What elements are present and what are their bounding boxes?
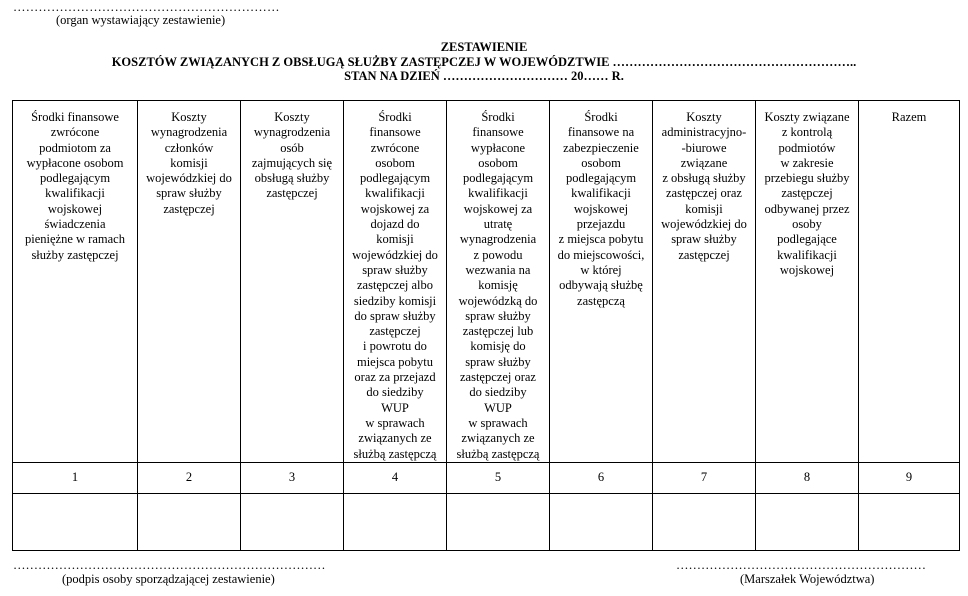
issuer-dots: ……………………………………………………… — [13, 0, 280, 14]
data-cell-5[interactable] — [447, 493, 550, 550]
data-cell-1[interactable] — [13, 493, 138, 550]
title-line-1: ZESTAWIENIE — [440, 40, 528, 54]
data-cell-8[interactable] — [756, 493, 859, 550]
column-header-4: Środki finansowe zwrócone osobom podlegającym kwalifikacji wojskowej za dojazd do komisji wojewódzkiej do spraw służby zastępczej albo siedziby komisji do spraw służby zastępczej i powrotu do miejsca pobytu oraz za przejazd do siedziby WUP w sprawach związanych ze służbą zastępczą — [344, 101, 447, 463]
issuer-label: (organ wystawiający zestawienie) — [56, 13, 226, 27]
title-line-2: KOSZTÓW ZWIĄZANYCH Z OBSŁUGĄ SŁUŻBY ZASTĘPCZEJ W WOJEWÓDZTWIE ………………………………………………….. — [111, 54, 857, 69]
column-header-5: Środki finansowe wypłacone osobom podlegającym kwalifikacji wojskowej za utratę wynagrodzenia z powodu wezwania na komisję wojewódzką do spraw służby zastępczej lub komisję do spraw służby zastępczej oraz do siedziby WUP w sprawach związanych ze służbą zastępczą — [447, 101, 550, 463]
column-number-4: 4 — [344, 462, 447, 493]
header-row — [13, 101, 960, 463]
column-header-9: Razem — [859, 101, 960, 463]
marshal-signature-label: (Marszałek Województwa) — [740, 572, 875, 586]
column-number-2: 2 — [138, 462, 241, 493]
preparer-signature-dots: ………………………………………………………………… — [13, 558, 326, 572]
column-header-8: Koszty związane z kontrolą podmiotów w zakresie przebiegu służby zastępczej odbywanej przez osoby podlegające kwalifikacji wojskowej — [756, 101, 859, 463]
data-cell-4[interactable] — [344, 493, 447, 550]
data-cell-9[interactable] — [859, 493, 960, 550]
data-cell-6[interactable] — [550, 493, 653, 550]
column-number-1: 1 — [13, 462, 138, 493]
column-header-2: Koszty wynagrodzenia członków komisji wojewódzkiej do spraw służby zastępczej — [138, 101, 241, 463]
cost-table — [12, 100, 960, 551]
column-number-8: 8 — [756, 462, 859, 493]
column-header-1: Środki finansowe zwrócone podmiotom za wypłacone osobom podlegającym kwalifikacji wojskowej świadczenia pieniężne w ramach służby zastępczej — [13, 101, 138, 463]
column-header-6: Środki finansowe na zabezpieczenie osobom podlegającym kwalifikacji wojskowej przejazdu z miejsca pobytu do miejscowości, w której odbywają służbę zastępczą — [550, 101, 653, 463]
marshal-signature-dots: …………………………………………………… — [676, 558, 926, 572]
column-number-6: 6 — [550, 462, 653, 493]
data-cell-2[interactable] — [138, 493, 241, 550]
column-header-3: Koszty wynagrodzenia osób zajmujących się obsługą służby zastępczej — [241, 101, 344, 463]
column-header-7: Koszty administracyjno- -biurowe związane z obsługą służby zastępczej oraz komisji wojewódzkiej do spraw służby zastępczej — [653, 101, 756, 463]
data-cell-3[interactable] — [241, 493, 344, 550]
title-line-3: STAN NA DZIEŃ ………………………… 20…… R. — [344, 69, 624, 83]
data-cell-7[interactable] — [653, 493, 756, 550]
column-number-3: 3 — [241, 462, 344, 493]
column-number-7: 7 — [653, 462, 756, 493]
preparer-signature-label: (podpis osoby sporządzającej zestawienie) — [62, 572, 275, 586]
column-number-5: 5 — [447, 462, 550, 493]
column-number-row — [13, 462, 960, 493]
document-title — [0, 40, 968, 84]
column-number-9: 9 — [859, 462, 960, 493]
data-entry-row — [13, 493, 960, 550]
